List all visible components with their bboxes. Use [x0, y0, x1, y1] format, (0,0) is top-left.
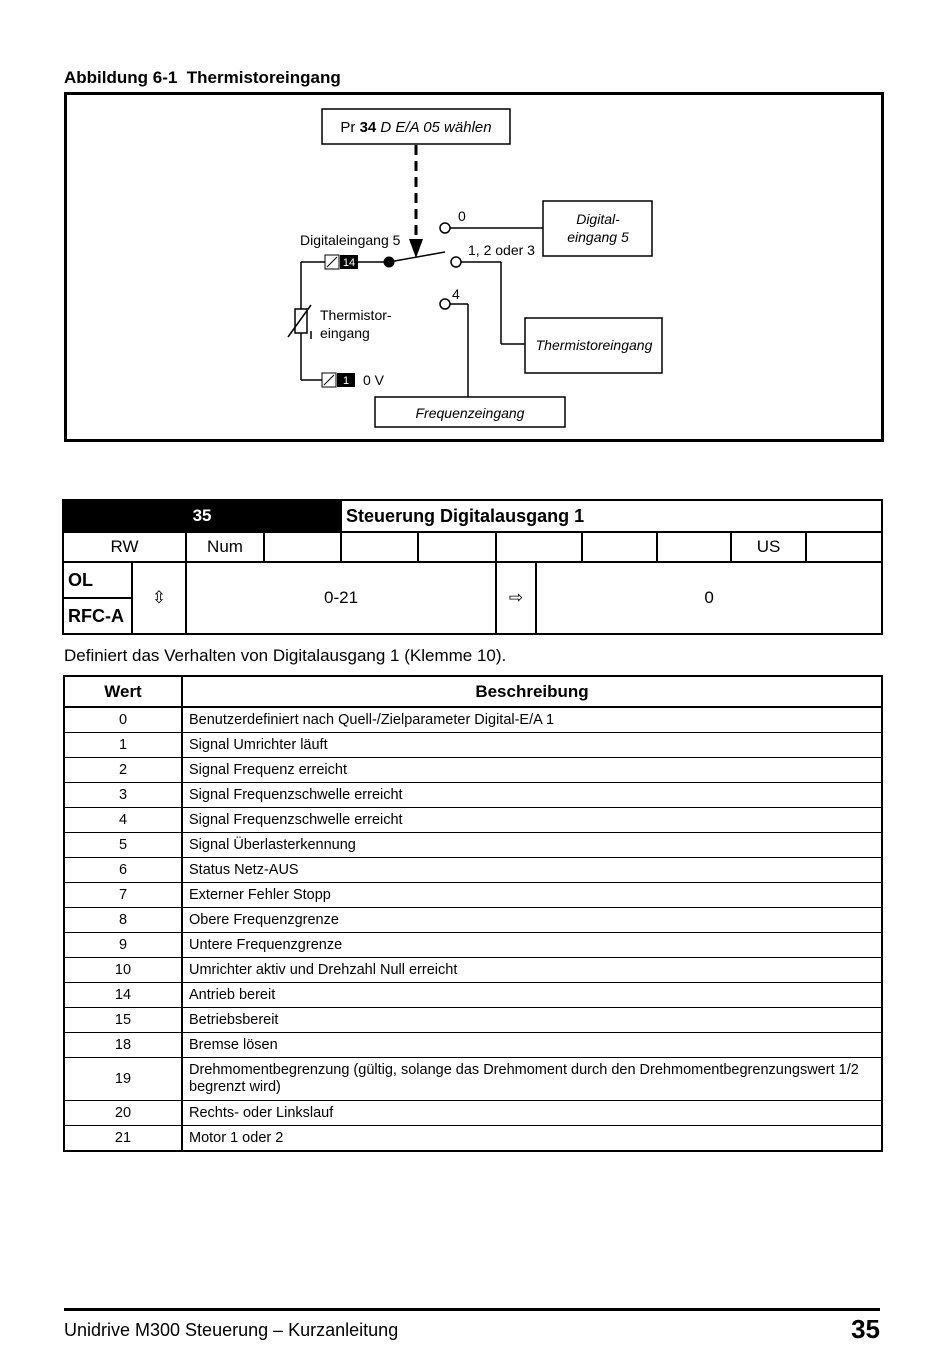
thermistor-figure [64, 92, 884, 442]
description-cell: Benutzerdefiniert nach Quell-/Zielparameter Digital-E/A 1 [182, 707, 882, 733]
contact-123 [451, 257, 461, 267]
description-cell: Externer Fehler Stopp [182, 883, 882, 908]
thermistor-input-label: Thermistoreingang [535, 337, 653, 353]
table-row [64, 1126, 882, 1152]
table-row [64, 758, 882, 783]
value-cell: 10 [64, 958, 182, 983]
parameter-name: Steuerung Digitalausgang 1 [341, 500, 882, 532]
description-cell: Drehmomentbegrenzung (gültig, solange das Drehmoment durch den Drehmomentbegrenzungswert 1/2 begrenzt wird) [182, 1058, 882, 1101]
attr-empty [341, 532, 418, 562]
description-cell: Signal Überlasterkennung [182, 833, 882, 858]
default-icon: ⇨ [496, 562, 536, 634]
figure-title: Abbildung 6-1 Thermistoreingang [64, 68, 341, 87]
attr-empty [582, 532, 657, 562]
digital-input-label: Digitaleingang 5 [300, 232, 401, 248]
table-row [64, 858, 882, 883]
switch-pos-123-label: 1, 2 oder 3 [468, 242, 535, 258]
circuit-diagram [67, 95, 881, 439]
table-row [64, 808, 882, 833]
description-cell: Obere Frequenzgrenze [182, 908, 882, 933]
thermistor-label-line1: Thermistor- [320, 307, 392, 323]
description-cell: Untere Frequenzgrenze [182, 933, 882, 958]
description-cell: Antrieb bereit [182, 983, 882, 1008]
table-row [64, 1008, 882, 1033]
parameter-range: 0-21 [186, 562, 496, 634]
value-cell: 3 [64, 783, 182, 808]
table-row [64, 983, 882, 1008]
value-cell: 7 [64, 883, 182, 908]
digital-input-5-line2: eingang 5 [567, 229, 629, 245]
table-row [64, 908, 882, 933]
value-cell: 19 [64, 1058, 182, 1101]
contact-0 [440, 223, 450, 233]
description-cell: Bremse lösen [182, 1033, 882, 1058]
table-row [64, 1101, 882, 1126]
attr-rw: RW [63, 532, 186, 562]
value-cell: 20 [64, 1101, 182, 1126]
table-row [64, 783, 882, 808]
contact-4 [440, 299, 450, 309]
description-cell: Status Netz-AUS [182, 858, 882, 883]
attr-empty [418, 532, 496, 562]
column-header-description: Beschreibung [182, 676, 882, 707]
value-cell: 18 [64, 1033, 182, 1058]
description-cell: Signal Frequenz erreicht [182, 758, 882, 783]
value-cell: 8 [64, 908, 182, 933]
table-row [64, 1033, 882, 1058]
table-row [64, 1058, 882, 1101]
footer-divider [64, 1308, 880, 1311]
parameter-header-table [62, 499, 883, 635]
mode-ol: OL [63, 562, 132, 598]
table-row [64, 833, 882, 858]
page-number: 35 [851, 1314, 880, 1344]
value-cell: 21 [64, 1126, 182, 1152]
attr-empty [264, 532, 341, 562]
switch-pos-0-label: 0 [458, 208, 466, 224]
attr-us: US [731, 532, 806, 562]
column-header-value: Wert [64, 676, 182, 707]
value-cell: 9 [64, 933, 182, 958]
value-cell: 4 [64, 808, 182, 833]
digital-input-5-line1: Digital- [576, 211, 620, 227]
value-cell: 2 [64, 758, 182, 783]
parameter-default: 0 [536, 562, 882, 634]
table-row [64, 733, 882, 758]
description-cell: Motor 1 oder 2 [182, 1126, 882, 1152]
table-row [64, 958, 882, 983]
value-table [63, 675, 883, 1152]
terminal-14-label: 14 [342, 257, 356, 269]
zero-volt-label: 0 V [363, 372, 385, 388]
arrow-head-icon [409, 239, 423, 258]
attr-empty [657, 532, 731, 562]
description-cell: Signal Frequenzschwelle erreicht [182, 783, 882, 808]
description-cell: Betriebsbereit [182, 1008, 882, 1033]
value-cell: 14 [64, 983, 182, 1008]
value-cell: 6 [64, 858, 182, 883]
parameter-number: 35 [63, 500, 341, 532]
table-row [64, 883, 882, 908]
thermistor-label-line2: eingang [320, 325, 370, 341]
table-row [64, 933, 882, 958]
value-cell: 1 [64, 733, 182, 758]
attr-empty [496, 532, 582, 562]
description-cell: Signal Umrichter läuft [182, 733, 882, 758]
description-cell: Umrichter aktiv und Drehzahl Null erreicht [182, 958, 882, 983]
parameter-description: Definiert das Verhalten von Digitalausgang 1 (Klemme 10). [64, 646, 507, 665]
attr-empty [806, 532, 882, 562]
table-row [64, 707, 882, 733]
terminal-1-label: 1 [342, 375, 350, 387]
selector-text: Pr 34 D E/A 05 wählen [340, 119, 492, 136]
description-cell: Rechts- oder Linkslauf [182, 1101, 882, 1126]
value-cell: 15 [64, 1008, 182, 1033]
value-cell: 5 [64, 833, 182, 858]
range-icon: ⇳ [132, 562, 186, 634]
footer-title: Unidrive M300 Steuerung – Kurzanleitung [64, 1320, 399, 1340]
mode-rfc-a: RFC-A [63, 598, 132, 634]
value-cell: 0 [64, 707, 182, 733]
switch-pos-4-label: 4 [452, 286, 460, 302]
description-cell: Signal Frequenzschwelle erreicht [182, 808, 882, 833]
attr-num: Num [186, 532, 264, 562]
frequency-input-label: Frequenzeingang [415, 405, 525, 421]
